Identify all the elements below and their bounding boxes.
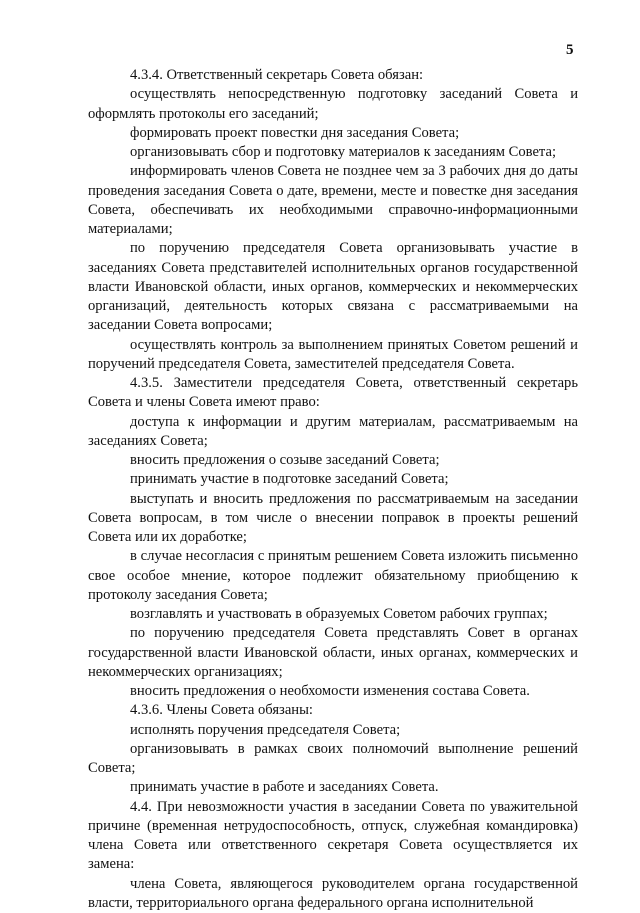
paragraph: организовывать в рамках своих полномочий выполнение решений Совета;: [88, 740, 578, 779]
paragraph: осуществлять непосредственную подготовку заседаний Совета и оформлять протоколы его заседаний;: [88, 85, 578, 124]
paragraph: организовывать сбор и подготовку материалов к заседаниям Совета;: [88, 143, 578, 162]
section-4-4-paragraph: 4.4. При невозможности участия в заседании Совета по уважительной причине (временная нетрудоспособность, отпуск, служебная командировка) члена Совета или ответственного секретаря Совета осуществляется их замена:: [88, 798, 578, 875]
section-4-3-6-heading: 4.3.6. Члены Совета обязаны:: [88, 701, 578, 720]
paragraph: информировать членов Совета не позднее чем за 3 рабочих дня до даты проведения заседания Совета о дате, времени, месте и повестке дня заседания Совета, обеспечивать их необходимыми справочно-информационными материалами;: [88, 162, 578, 239]
paragraph: формировать проект повестки дня заседания Совета;: [88, 124, 578, 143]
paragraph: по поручению председателя Совета организовывать участие в заседаниях Совета представителей исполнительных органов государственной власти Ивановской области, иных органов, коммерческих и некоммерческих организаций, деятельность которых связана с рассматриваемыми на заседании Совета вопросами;: [88, 239, 578, 335]
paragraph: вносить предложения о созыве заседаний Совета;: [88, 451, 578, 470]
document-body: [88, 66, 578, 913]
paragraph: принимать участие в работе и заседаниях Совета.: [88, 778, 578, 797]
section-4-3-5-heading: 4.3.5. Заместители председателя Совета, ответственный секретарь Совета и члены Совета имеют право:: [88, 374, 578, 413]
paragraph: возглавлять и участвовать в образуемых Советом рабочих группах;: [88, 605, 578, 624]
paragraph: выступать и вносить предложения по рассматриваемым на заседании Совета вопросам, в том числе о внесении поправок в проекты решений Совета или их доработке;: [88, 490, 578, 548]
paragraph: осуществлять контроль за выполнением принятых Советом решений и поручений председателя Совета, заместителей председателя Совета.: [88, 336, 578, 375]
page-number: 5: [566, 42, 574, 59]
paragraph: доступа к информации и другим материалам, рассматриваемым на заседаниях Совета;: [88, 413, 578, 452]
paragraph: исполнять поручения председателя Совета;: [88, 721, 578, 740]
paragraph: члена Совета, являющегося руководителем органа государственной власти, территориального органа федерального органа исполнительной: [88, 875, 578, 913]
paragraph: в случае несогласия с принятым решением Совета изложить письменно свое особое мнение, которое подлежит обязательному приобщению к протоколу заседания Совета;: [88, 547, 578, 605]
paragraph: вносить предложения о необхомости изменения состава Совета.: [88, 682, 578, 701]
paragraph: принимать участие в подготовке заседаний Совета;: [88, 470, 578, 489]
paragraph: по поручению председателя Совета представлять Совет в органах государственной власти Ивановской области, иных органах, коммерческих и некоммерческих организациях;: [88, 624, 578, 682]
section-4-3-4-heading: 4.3.4. Ответственный секретарь Совета обязан:: [88, 66, 578, 85]
